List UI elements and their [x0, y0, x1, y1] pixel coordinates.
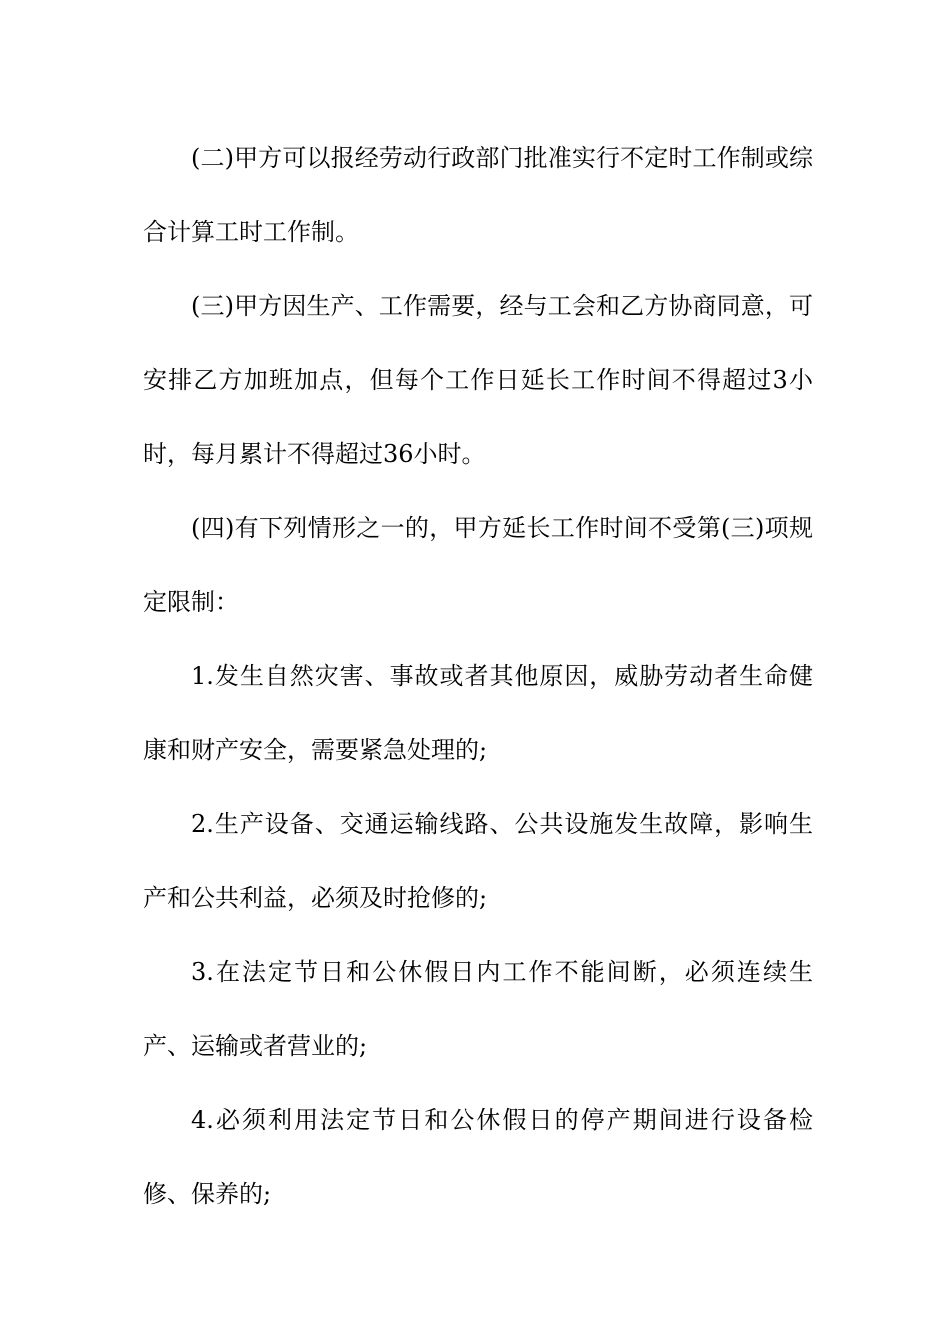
paragraph-exceptions-intro: (四)有下列情形之一的，甲方延长工作时间不受第(三)项规定限制：	[143, 514, 813, 616]
list-item-maintenance: 4.必须利用法定节日和公休假日的停产期间进行设备检修、保养的;	[143, 1106, 813, 1208]
paragraph-overtime-limit: (三)甲方因生产、工作需要，经与工会和乙方协商同意，可安排乙方加班加点，但每个工作日延长工作时间不得超过3小时，每月累计不得超过36小时。	[143, 292, 813, 468]
paragraph-irregular-hours: (二)甲方可以报经劳动行政部门批准实行不定时工作制或综合计算工时工作制。	[143, 144, 813, 246]
list-item-continuous-production: 3.在法定节日和公休假日内工作不能间断，必须连续生产、运输或者营业的;	[143, 958, 813, 1060]
list-item-equipment-failure: 2.生产设备、交通运输线路、公共设施发生故障，影响生产和公共利益，必须及时抢修的;	[143, 810, 813, 912]
document-body	[143, 121, 813, 1231]
list-item-natural-disaster: 1.发生自然灾害、事故或者其他原因，威胁劳动者生命健康和财产安全，需要紧急处理的;	[143, 662, 813, 764]
